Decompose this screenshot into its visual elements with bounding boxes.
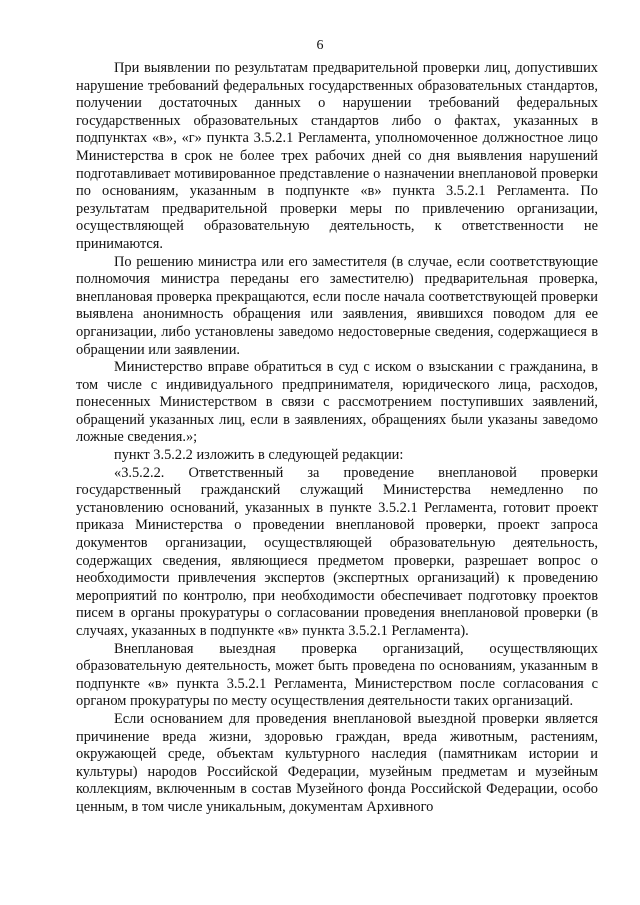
document-body xyxy=(76,60,598,817)
paragraph-harm-grounds: Если основанием для проведения внеплановой выездной проверки является причинение вреда жизни, здоровью граждан, вреда животным, растениям, окружающей среде, объектам культурного наследия (памятникам истории и культуры) народов Российской Федерации, музейным предметам и музейным коллекциям, включенным в состав Музейного фонда Российской Федерации, особо ценным, в том числе уникальным, документам Архивного xyxy=(76,710,598,815)
paragraph-court-claim: Министерство вправе обратиться в суд с иском о взыскании с гражданина, в том числе с индивидуального предпринимателя, юридического лица, расходов, понесенных Министерством в связи с рассмотрением поступивших заявлений, обращений указанных лиц, если в заявлениях, обращениях были указаны заведомо ложные сведения.»; xyxy=(76,359,598,446)
paragraph-check-termination: По решению министра или его заместителя (в случае, если соответствующие полномочия министра переданы его заместителю) предварительная проверка, внеплановая проверка прекращаются, если после начала соответствующей проверки выявлена анонимность обращения или заявления, явившихся поводом для ее организации, либо установлены заведомо недостоверные сведения, содержащиеся в обращении или заявлении. xyxy=(76,253,598,358)
paragraph-unscheduled-field-check: Внеплановая выездная проверка организаций, осуществляющих образовательную деятельность, может быть проведена по основаниям, указанным в подпункте «в» пункта 3.5.2.1 Регламента, Министерством после согласования с органом прокуратуры по месту осуществления деятельности таких организаций. xyxy=(76,640,598,710)
paragraph-amendment-intro: пункт 3.5.2.2 изложить в следующей редакции: xyxy=(114,447,404,464)
paragraph-preliminary-check-result: При выявлении по результатам предварительной проверки лиц, допустивших нарушение требований федеральных государственных образовательных стандартов, получении достаточных данных о нарушении требований федеральных государственных образовательных стандартов либо о фактах, указанных в подпунктах «в», «г» пункта 3.5.2.1 Регламента, уполномоченное должностное лицо Министерства в срок не более трех рабочих дней со дня выявления нарушений подготавливает мотивированное представление о назначении внеплановой проверки по основаниям, указанным в подпункте «в» пункта 3.5.2.1 Регламента. По результатам предварительной проверки меры по привлечению организации, осуществляющей образовательную деятельность, к ответственности не принимаются. xyxy=(76,60,598,252)
page-number: 6 xyxy=(316,38,324,53)
paragraph-clause-3-5-2-2: «3.5.2.2. Ответственный за проведение внеплановой проверки государственный гражданский служащий Министерства немедленно по установлению оснований, указанных в пункте 3.5.2.1 Регламента, готовит проект приказа Министерства о проведении внеплановой проверки, проект запроса документов организации, осуществляющей образовательную деятельность, содержащих сведения, являющиеся предметом проверки, разрешает вопрос о необходимости привлечения экспертов (экспертных организаций) к проведению мероприятий по контролю, при необходимости обеспечивает подготовку проектов писем в органы прокуратуры о согласовании проведения внеплановой проверки (в случаях, указанных в подпункте «в» пункта 3.5.2.1 Регламента). xyxy=(76,464,598,639)
